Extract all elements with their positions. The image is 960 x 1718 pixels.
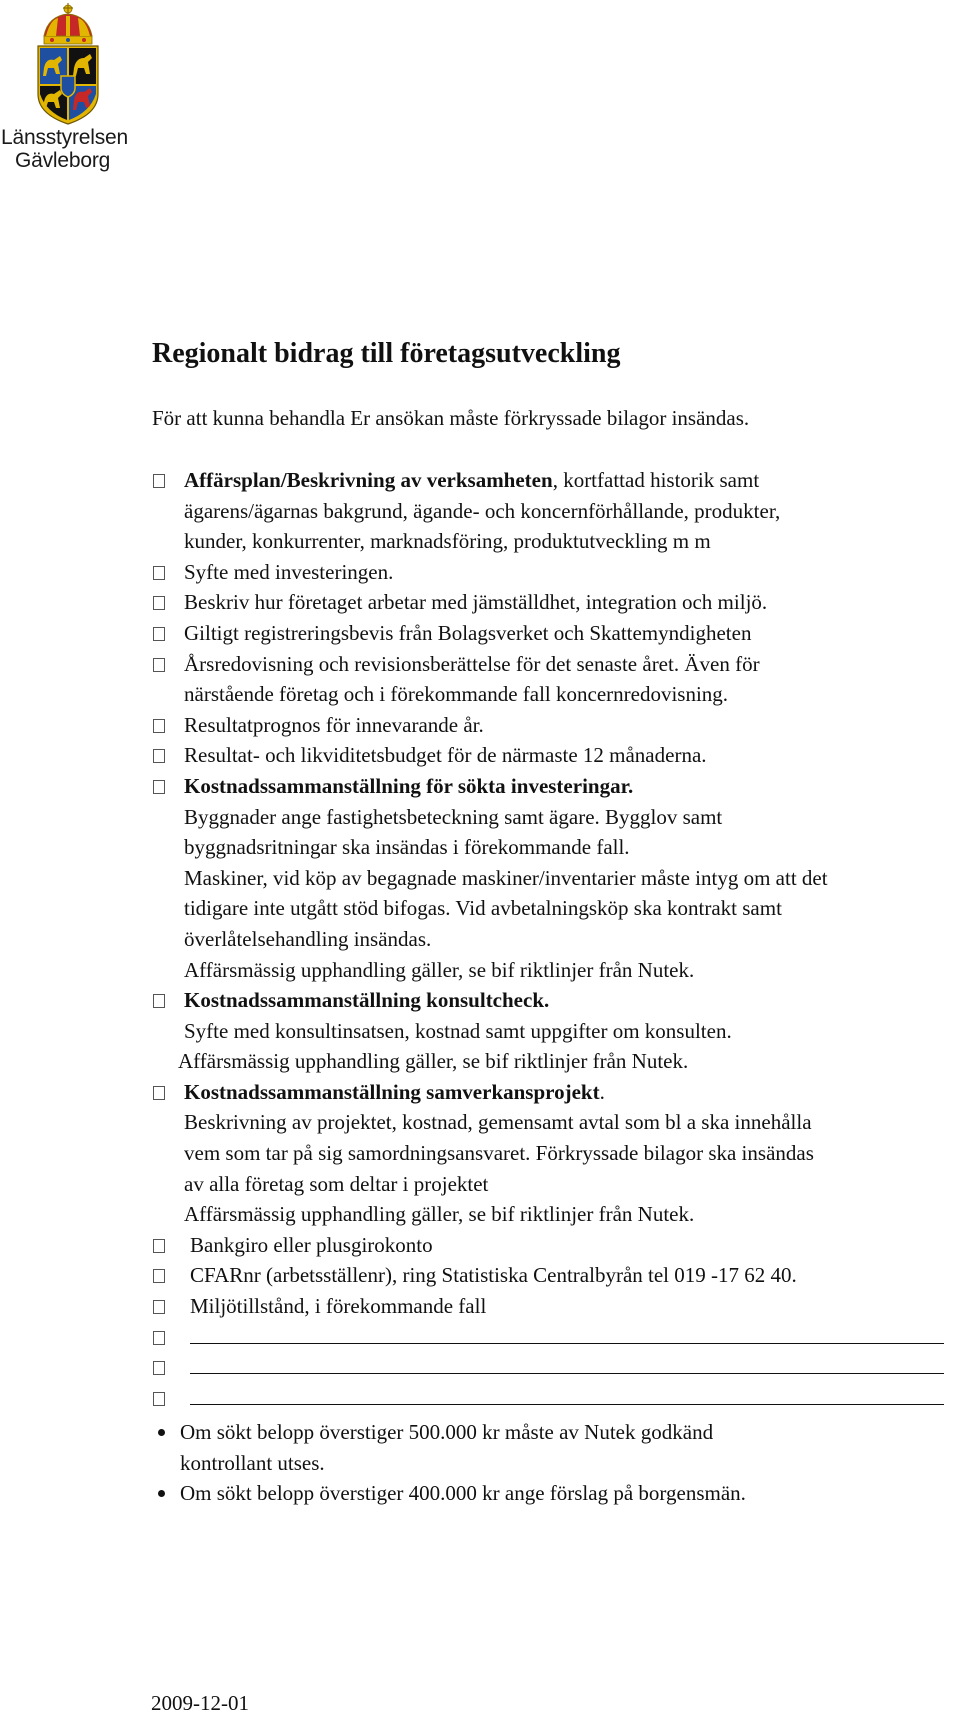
checklist-item-line	[190, 1291, 952, 1322]
checklist-item-line	[184, 1169, 952, 1200]
line-text: Affärsmässig upphandling gäller, se bif riktlinjer från Nutek.	[184, 1202, 695, 1227]
line-text: kunder, konkurrenter, marknadsföring, produktutveckling m m	[184, 529, 711, 554]
checkbox[interactable]	[153, 627, 165, 641]
checkbox[interactable]	[153, 658, 165, 672]
line-text: Giltigt registreringsbevis från Bolagsverket och Skattemyndigheten	[184, 620, 752, 645]
checklist-item-line	[184, 771, 952, 802]
bold-heading: Kostnadssammanställning för sökta investeringar.	[184, 773, 634, 798]
checklist-item	[152, 1291, 952, 1322]
line-text: Syfte med investeringen.	[184, 559, 394, 584]
blank-fill-line[interactable]	[190, 1352, 944, 1374]
checklist-item-line	[184, 649, 952, 680]
bullet-dot-icon	[158, 1490, 165, 1497]
bullet-line: kontrollant utses.	[180, 1450, 325, 1475]
checklist-item-line	[184, 863, 952, 894]
checklist-item	[152, 1260, 952, 1291]
checklist-item-line	[184, 465, 952, 496]
line-text: .	[599, 1079, 605, 1104]
checklist-item-line	[184, 679, 952, 710]
document-date: 2009-12-01	[151, 1691, 249, 1715]
checklist-item	[152, 557, 952, 588]
line-text: Miljötillstånd, i förekommande fall	[190, 1294, 487, 1319]
line-text: Affärsmässig upphandling gäller, se bif riktlinjer från Nutek.	[184, 957, 695, 982]
checklist-item-line	[184, 740, 952, 771]
line-text: Syfte med konsultinsatsen, kostnad samt uppgifter om konsulten.	[184, 1018, 732, 1043]
checkbox[interactable]	[153, 474, 165, 488]
checkbox[interactable]	[153, 719, 165, 733]
bullet-dot-icon	[158, 1429, 165, 1436]
checklist-item	[152, 740, 952, 771]
checklist-item-line	[178, 1046, 952, 1077]
checkbox[interactable]	[153, 1361, 165, 1375]
checklist-item-line	[184, 893, 952, 924]
bullet-line: Om sökt belopp överstiger 400.000 kr ange förslag på borgensmän.	[180, 1481, 746, 1506]
blank-fill-line[interactable]	[190, 1383, 944, 1405]
checklist-item	[152, 587, 952, 618]
line-text: överlåtelsehandling insändas.	[184, 926, 432, 951]
checkbox[interactable]	[153, 780, 165, 794]
checklist-item-line	[184, 832, 952, 863]
checkbox[interactable]	[153, 1086, 165, 1100]
line-text: Maskiner, vid köp av begagnade maskiner/inventarier måste intyg om att det	[184, 865, 828, 890]
line-text: CFARnr (arbetsställenr), ring Statistiska Centralbyrån tel 019 -17 62 40.	[190, 1263, 797, 1288]
line-text: av alla företag som deltar i projektet	[184, 1171, 489, 1196]
line-text: Beskriv hur företaget arbetar med jämställdhet, integration och miljö.	[184, 590, 768, 615]
line-text: Affärsmässig upphandling gäller, se bif riktlinjer från Nutek.	[178, 1049, 689, 1074]
logo-wordmark	[1, 126, 128, 172]
checkbox[interactable]	[153, 1239, 165, 1253]
checkbox[interactable]	[153, 1300, 165, 1314]
coat-of-arms-icon	[30, 2, 106, 126]
note-bullets	[152, 1417, 952, 1509]
bullet-item	[152, 1417, 952, 1478]
checklist-item-line	[184, 587, 952, 618]
checklist-item-line	[184, 1138, 952, 1169]
checklist-item-line	[184, 1107, 952, 1138]
checklist-item-line	[184, 618, 952, 649]
checklist-item-line	[184, 557, 952, 588]
checklist-item-line	[184, 1077, 952, 1108]
blank-fill-line[interactable]	[190, 1322, 944, 1344]
checklist-item	[152, 1230, 952, 1261]
checkbox[interactable]	[153, 1331, 165, 1345]
bullet-line: Om sökt belopp överstiger 500.000 kr måste av Nutek godkänd	[180, 1420, 714, 1444]
checkbox[interactable]	[153, 994, 165, 1008]
checkbox[interactable]	[153, 566, 165, 580]
bullet-item	[152, 1478, 952, 1509]
line-text: Bankgiro eller plusgirokonto	[190, 1232, 433, 1257]
line-text: byggnadsritningar ska insändas i förekommande fall.	[184, 835, 630, 860]
checklist-item-line	[184, 924, 952, 955]
checkbox[interactable]	[153, 596, 165, 610]
line-text: Resultat- och likviditetsbudget för de närmaste 12 månaderna.	[184, 743, 707, 768]
checklist-item-line	[184, 526, 952, 557]
line-text: Resultatprognos för innevarande år.	[184, 712, 484, 737]
checklist-item-line	[184, 802, 952, 833]
checklist-item	[152, 1077, 952, 1230]
checkbox[interactable]	[153, 749, 165, 763]
checklist-item-line	[184, 985, 952, 1016]
line-text: Beskrivning av projektet, kostnad, gemensamt avtal som bl a ska innehålla	[184, 1110, 812, 1135]
line-text: tidigare inte utgått stöd bifogas. Vid avbetalningsköp ska kontrakt samt	[184, 896, 782, 921]
checklist-item	[152, 1322, 952, 1353]
logo-line-1: Länsstyrelsen	[1, 126, 128, 149]
line-text: närstående företag och i förekommande fall koncernredovisning.	[184, 682, 729, 707]
attachment-checklist	[152, 465, 952, 1413]
line-text: ägarens/ägarnas bakgrund, ägande- och koncernförhållande, produkter,	[184, 498, 781, 523]
checklist-item-line	[184, 710, 952, 741]
checklist-item-line	[184, 955, 952, 986]
checklist-item	[152, 649, 952, 710]
checklist-item-line	[190, 1260, 952, 1291]
line-text: Årsredovisning och revisionsberättelse för det senaste året. Även för	[184, 651, 760, 676]
checklist-item	[152, 465, 952, 557]
checklist-item	[152, 985, 952, 1077]
checkbox[interactable]	[153, 1392, 165, 1406]
checklist-item-line	[190, 1230, 952, 1261]
lansstyrelsen-logo	[0, 0, 140, 185]
bold-heading: Kostnadssammanställning konsultcheck.	[184, 988, 550, 1013]
checklist-item-line	[184, 1199, 952, 1230]
checklist-item-line	[184, 1016, 952, 1047]
checklist-item	[152, 771, 952, 985]
checklist-item	[152, 1383, 952, 1414]
bold-heading: Affärsplan/Beskrivning av verksamheten	[184, 468, 553, 492]
checklist-item-line	[184, 496, 952, 527]
logo-line-2: Gävleborg	[15, 149, 111, 172]
bold-heading: Kostnadssammanställning samverkansprojekt	[184, 1079, 600, 1104]
intro-text: För att kunna behandla Er ansökan måste förkryssade bilagor insändas.	[152, 406, 750, 430]
checklist-item	[152, 710, 952, 741]
line-text: Byggnader ange fastighetsbeteckning samt ägare. Bygglov samt	[184, 804, 723, 829]
checklist-item	[152, 1352, 952, 1383]
line-text: , kortfattad historik samt	[552, 468, 760, 492]
checkbox[interactable]	[153, 1269, 165, 1283]
line-text: vem som tar på sig samordningsansvaret. Förkryssade bilagor ska insändas	[184, 1141, 814, 1166]
document-title: Regionalt bidrag till företagsutveckling	[152, 338, 621, 369]
checklist-item	[152, 618, 952, 649]
